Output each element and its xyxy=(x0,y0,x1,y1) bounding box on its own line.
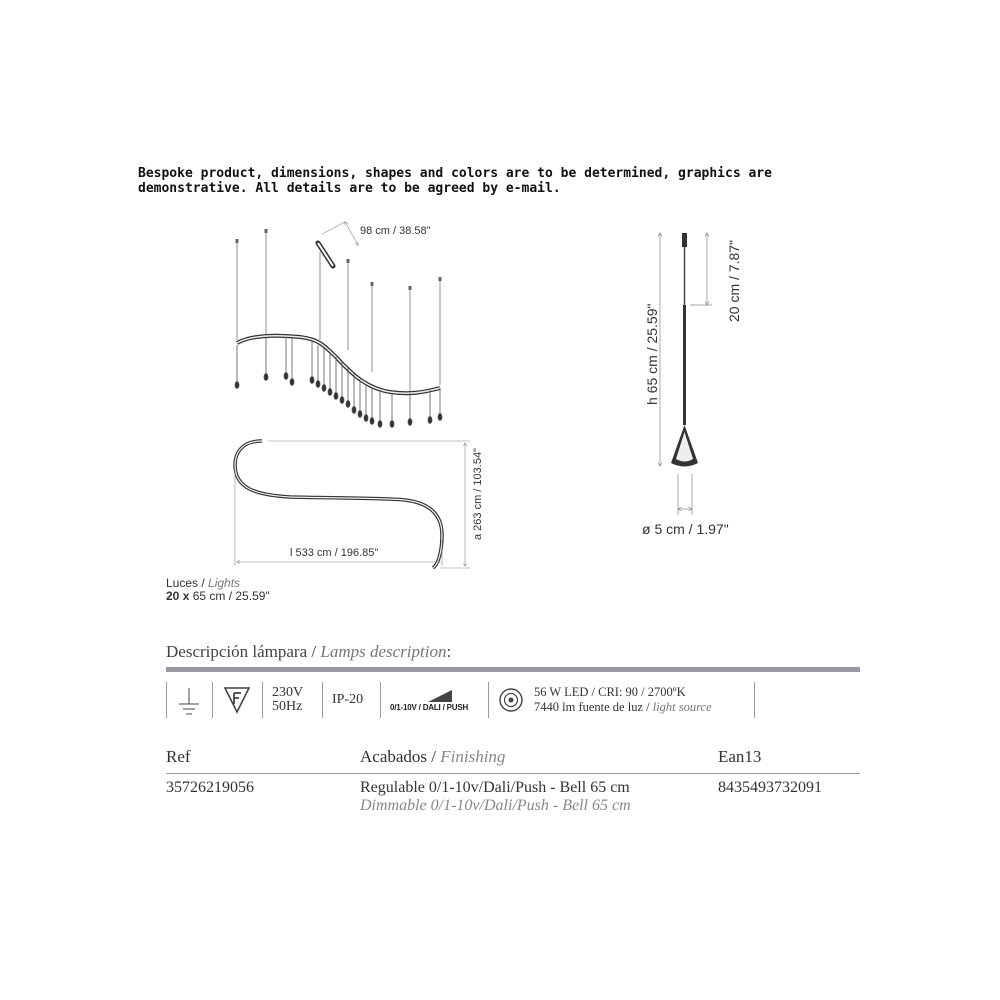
lights-times: x xyxy=(179,589,193,603)
finish-es: Regulable 0/1-10v/Dali/Push - Bell 65 cm xyxy=(360,779,630,796)
depth-label: a 263 cm / 103.54" xyxy=(472,448,484,540)
separator xyxy=(488,682,489,718)
table-header-rule xyxy=(166,773,860,774)
col-header-finishing xyxy=(360,747,505,767)
pendant-side-view xyxy=(671,233,698,467)
lamps-description-title xyxy=(166,642,451,662)
pendant-drops xyxy=(235,337,442,428)
separator xyxy=(380,682,381,718)
separator xyxy=(262,682,263,718)
spec-icons-row xyxy=(166,680,766,722)
led-source-icon xyxy=(498,680,524,720)
lights-label-en: Lights xyxy=(208,576,241,590)
row-ref: 35726219056 xyxy=(166,779,254,796)
diameter-label: ø 5 cm / 1.97" xyxy=(642,521,729,537)
ip-rating: IP-20 xyxy=(332,692,364,707)
description-colon: : xyxy=(446,642,452,661)
voltage-value: 230V xyxy=(272,685,304,700)
dimming-ramp-icon xyxy=(390,689,454,703)
col-header-ref: Ref xyxy=(166,747,191,766)
earth-ground-icon xyxy=(176,680,202,720)
suspension-cables xyxy=(237,232,440,394)
led-spec: 56 W LED / CRI: 90 / 2700ºK xyxy=(534,685,686,699)
col-finish-en: Finishing xyxy=(440,747,506,766)
top-label: 20 cm / 7.87" xyxy=(726,239,742,322)
separator xyxy=(754,682,755,718)
perspective-tube xyxy=(237,336,440,394)
section-rule xyxy=(166,667,860,672)
dimming-indicator xyxy=(390,680,468,720)
row-ean: 8435493732091 xyxy=(718,779,822,796)
description-title-en: Lamps description xyxy=(320,642,447,661)
bespoke-notice: Bespoke product, dimensions, shapes and colors are to be determined, graphics are demonstrative. All details are to be agreed by e-mail. xyxy=(138,166,772,196)
segment-label: 98 cm / 38.58" xyxy=(360,225,431,237)
finish-en: Dimmable 0/1-10v/Dali/Push - Bell 65 cm xyxy=(360,797,631,814)
lights-info xyxy=(166,577,270,603)
description-title-es: Descripción lámpara / xyxy=(166,642,321,661)
lights-label-es: Luces / xyxy=(166,576,209,590)
separator xyxy=(322,682,323,718)
row-finishing xyxy=(360,779,631,815)
dimming-value: 0/1-10V / DALI / PUSH xyxy=(390,702,469,712)
col-header-ean: Ean13 xyxy=(718,747,762,766)
separator xyxy=(212,682,213,718)
luminous-flux xyxy=(534,700,712,715)
lights-count: 20 xyxy=(166,589,180,603)
height-label: h 65 cm / 25.59" xyxy=(644,303,660,405)
separator xyxy=(166,682,167,718)
f-mark-icon xyxy=(222,680,252,720)
frequency-value: 50Hz xyxy=(272,699,303,714)
lights-size: 65 cm / 25.59" xyxy=(192,589,270,603)
col-finish-es: Acabados / xyxy=(360,747,441,766)
length-label: l 533 cm / 196.85" xyxy=(290,547,379,559)
segment-detail-icon xyxy=(318,222,358,266)
luminous-flux-es: 7440 lm fuente de luz / xyxy=(534,700,653,714)
luminous-flux-en: light source xyxy=(652,700,712,714)
